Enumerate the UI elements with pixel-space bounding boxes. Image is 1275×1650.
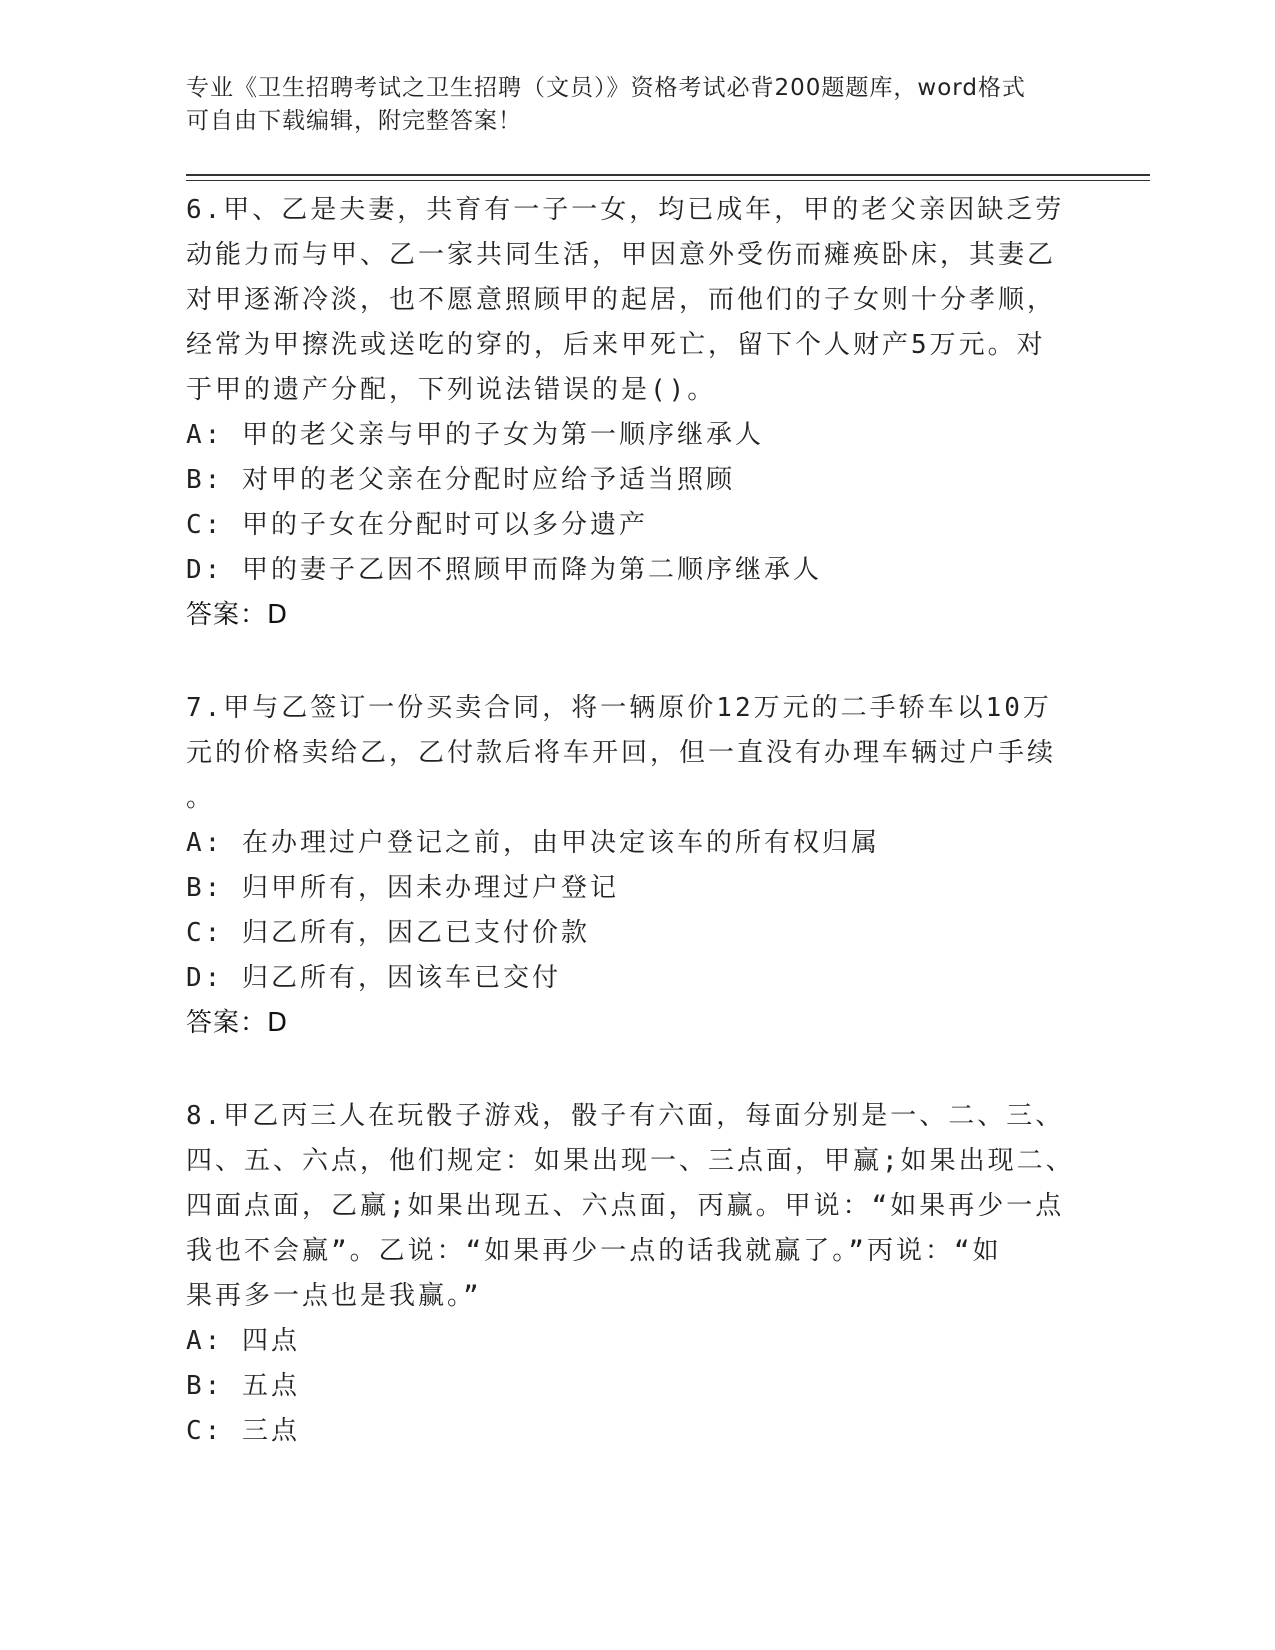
question-7: [186, 686, 1066, 1046]
header-divider-thick: [186, 174, 1150, 176]
question-spacer: [186, 638, 1066, 686]
question-text-line: 。: [186, 783, 216, 813]
header-divider-thin: [186, 180, 1150, 181]
question-6: [186, 188, 1066, 638]
header-line-1: 专业《卫生招聘考试之卫生招聘（文员）》资格考试必背200题题库，word格式: [186, 75, 1026, 101]
question-text-line: 经常为甲擦洗或送吃的穿的，后来甲死亡，留下个人财产5万元。对: [186, 330, 1046, 360]
question-text-line: 四、五、六点，他们规定：如果出现一、三点面，甲赢;如果出现二、: [186, 1146, 1075, 1176]
question-8: [186, 1094, 1075, 1454]
question-list: [186, 188, 1075, 1454]
header-line-2: 可自由下载编辑，附完整答案！: [186, 108, 522, 134]
option-a: A: 甲的老父亲与甲的子女为第一顺序继承人: [186, 420, 764, 450]
option-c: C: 归乙所有，因乙已支付价款: [186, 918, 590, 948]
option-b: B: 五点: [186, 1371, 300, 1401]
answer-line: 答案：D: [186, 600, 289, 630]
question-text-line: 果再多一点也是我赢。”: [186, 1281, 482, 1311]
option-b: B: 归甲所有，因未办理过户登记: [186, 873, 619, 903]
option-c: C: 三点: [186, 1416, 300, 1446]
question-text-line: 对甲逐渐冷淡，也不愿意照顾甲的起居，而他们的子女则十分孝顺，: [186, 285, 1057, 315]
question-text-line: 我也不会赢”。乙说：“如果再少一点的话我就赢了。”丙说：“如: [186, 1236, 1002, 1266]
question-text-line: 7.甲与乙签订一份买卖合同，将一辆原价12万元的二手轿车以10万: [186, 693, 1052, 723]
option-b: B: 对甲的老父亲在分配时应给予适当照顾: [186, 465, 735, 495]
question-text-line: 8.甲乙丙三人在玩骰子游戏，骰子有六面，每面分别是一、二、三、: [186, 1101, 1065, 1131]
document-header: [186, 72, 1066, 138]
question-text-line: 动能力而与甲、乙一家共同生活，甲因意外受伤而瘫痪卧床，其妻乙: [186, 240, 1057, 270]
option-d: D: 甲的妻子乙因不照顾甲而降为第二顺序继承人: [186, 555, 822, 585]
option-c: C: 甲的子女在分配时可以多分遗产: [186, 510, 648, 540]
option-a: A: 四点: [186, 1326, 300, 1356]
question-text-line: 元的价格卖给乙，乙付款后将车开回，但一直没有办理车辆过户手续: [186, 738, 1057, 768]
question-text-line: 6.甲、乙是夫妻，共育有一子一女，均已成年，甲的老父亲因缺乏劳: [186, 195, 1065, 225]
question-text-line: 于甲的遗产分配，下列说法错误的是()。: [186, 375, 717, 405]
answer-line: 答案：D: [186, 1008, 289, 1038]
option-a: A: 在办理过户登记之前，由甲决定该车的所有权归属: [186, 828, 880, 858]
question-spacer: [186, 1046, 1066, 1094]
question-text-line: 四面点面，乙赢;如果出现五、六点面，丙赢。甲说：“如果再少一点: [186, 1191, 1065, 1221]
option-d: D: 归乙所有，因该车已交付: [186, 963, 561, 993]
